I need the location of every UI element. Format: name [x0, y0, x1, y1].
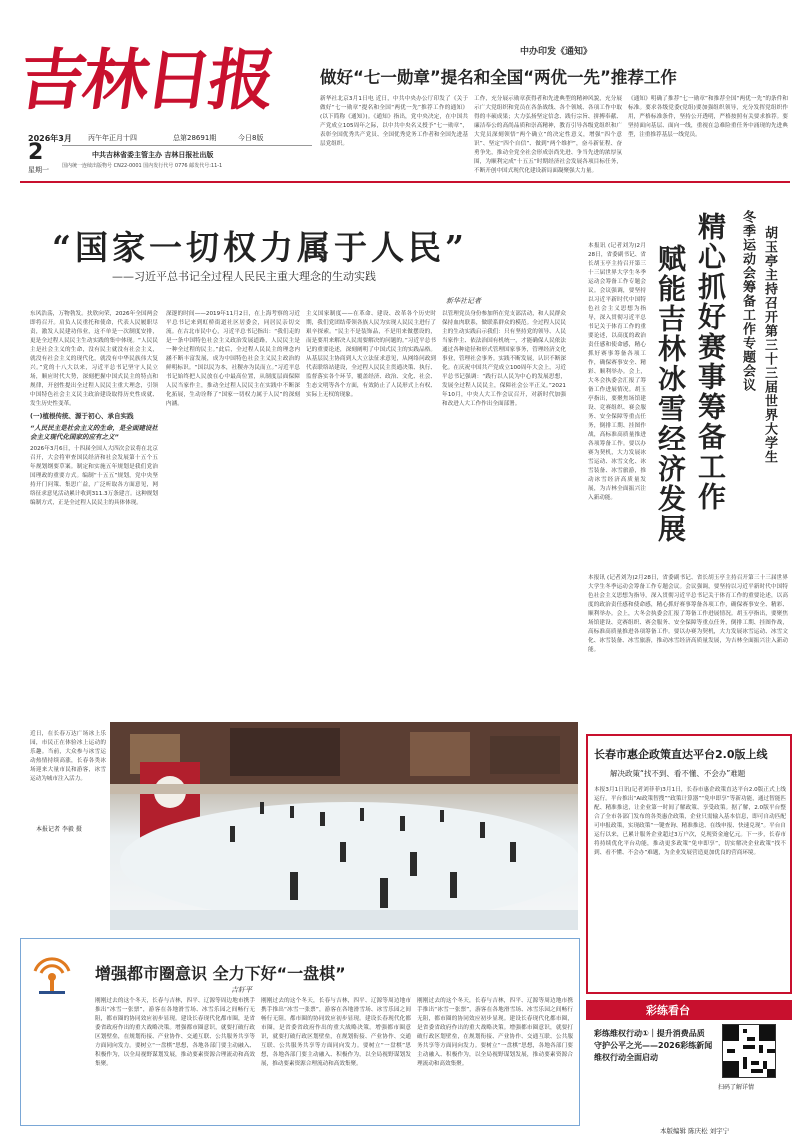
lead-byline: 新华社记者 [446, 297, 481, 305]
topnews-kicker: 中办印发《通知》 [520, 47, 593, 57]
policy-headline: 长春市惠企政策直达平台2.0版上线 [594, 748, 768, 761]
sidebar-body-cont: 本报讯 (记者刘为)2月28日，省委副书记、省长胡玉亭主持召开第三十三届世界大学生冬季运动会筹备工作专题会议。会议强调，要坚持以习近平新时代中国特色社会主义思想为指导，深入贯彻习近平总书记关于体育工作的重要论述，以高度的政治责任感和使命感，精心抓好赛事筹备各项工作，确保赛事安全、精彩、顺利举办。会上，大冬会执委会汇报了筹备工作进展情况。胡玉亭指出，要聚焦场馆建设、竞赛组织、赛会服务、安全保障等重点任务，倒排工期、挂图作战，高标准高质量推进各项筹备工作。要以办赛为契机，大力发展冰雪运动、冰雪文化、冰雪装备、冰雪旅游，推动冰雪经济高质量发展，为吉林全面振兴注入新动能。 [588, 575, 788, 653]
bottom-body-col1: 刚刚过去的这个冬天，长春与吉林，四平、辽源等周边地市携手推出“冰雪一张票”，游客在各地滑雪场、冰雪乐园之间畅行无阻，都市圈的协同效应初步显现。建设长春现代化都市圈，是省委省政府作出的重大战略决策。增强都市圈意识，就要打破行政区划壁垒，在规划衔接、产业协作、交通互联、公共服务共享等方面同向发力。要树立“一盘棋”思想，各地各部门要主动融入、积极作为，以全局视野谋划发展，推动要素资源合理流动和高效集聚。 [95, 998, 255, 1067]
bottom-section [20, 938, 580, 1126]
promo-header-label: 彩练看台 [646, 1004, 690, 1017]
masthead-weekday: 星期一 [28, 166, 49, 174]
masthead-pages: 今日8版 [238, 134, 264, 142]
masthead-issue: 总第28691期 [173, 134, 217, 142]
qr-label: 扫码了解详情 [718, 1084, 755, 1091]
bottom-body-col2: 刚刚过去的这个冬天，长春与吉林，四平、辽源等周边地市携手推出“冰雪一张票”，游客在各地滑雪场、冰雪乐园之间畅行无阻，都市圈的协同效应初步显现。建设长春现代化都市圈，是省委省政府作出的重大战略决策。增强都市圈意识，就要打破行政区划壁垒，在规划衔接、产业协作、交通互联、公共服务共享等方面同向发力。要树立“一盘棋”思想，各地各部门要主动融入、积极作为，以全局视野谋划发展，推动要素资源合理流动和高效集聚。 [261, 998, 411, 1067]
sidebar-headline-2: 赋能吉林冰雪经济发展 [654, 244, 687, 544]
qr-code[interactable] [722, 1024, 776, 1078]
sidebar-headline-1: 精心抓好赛事筹备工作 [694, 212, 727, 512]
policy-subhead: 解决政策“找不到、看不懂、不会办”难题 [610, 769, 746, 778]
sidebar-body: 本报讯 (记者刘为)2月28日，省委副书记、省长胡玉亭主持召开第三十三届世界大学生冬季运动会筹备工作专题会议。会议强调，要坚持以习近平新时代中国特色社会主义思想为指导，深入贯彻习近平总书记关于体育工作的重要论述，以高度的政治责任感和使命感，精心抓好赛事筹备各项工作，确保赛事安全、精彩、顺利举办。会上，大冬会执委会汇报了筹备工作进展情况。胡玉亭指出，要聚焦场馆建设、竞赛组织、赛会服务、安全保障等重点任务，倒排工期、挂图作战，高标准高质量推进各项筹备工作。要以办赛为契机，大力发展冰雪运动、冰雪文化、冰雪装备、冰雪旅游，推动冰雪经济高质量发展，为吉林全面振兴注入新动能。 [588, 243, 646, 501]
policy-body: 本报3月1日讯(记者刘菲菲)3月1日，长春市惠企政策直达平台2.0版正式上线运行。平台推出“AI政策智搜”“政策计算器”“免申即享”等新功能，通过智能匹配、精准推送，让企业第一时间了解政策、享受政策。据了解，2.0版平台整合了全市各部门发布的各类惠企政策，企业只需输入基本信息，即可自动匹配可申报政策，实现政策“一键查询、精准推送、在线申报、快速兑现”。平台自运行以来，已累计服务企业超过3万户次，兑现资金逾亿元。下一步，长春市将持续优化平台功能，推动更多政策“免申即享”，切实解决企业政策“找不到、看不懂、不会办”难题，为企业发展营造更加优良的营商环境。 [594, 787, 786, 856]
masthead-codes: 国内统一连续出版物号 CN22-0001 国内发行代号 0776 邮发代号:11-1 [62, 163, 223, 169]
masthead-day: 2 [28, 140, 44, 165]
masthead-lunar: 丙午年正月十四 [88, 134, 137, 142]
lead-col3: 主义国家制度——在革命、建设、改革各个历史时期，我们党团结带领各族人民为实现人民民主进行了艰辛探索。“民主不是装饰品，不是用来做摆设的，而是要用来解决人民需要解决的问题的。”习近平总书记的重要论述，深刻阐明了中国式民主的实践品格。从基层民主协商到人大立法征求意见，从网络问政到代表联络站建设，全过程人民民主贯通决策、执行、监督落实各个环节，覆盖经济、政治、文化、社会、生态文明等各个方面，有效防止了人民形式上有权、实际上无权的现象。 [306, 311, 436, 398]
footer-editors: 本版编辑 陈庆松 刘宇宁 [660, 1127, 730, 1135]
bottom-body-col3: 刚刚过去的这个冬天，长春与吉林，四平、辽源等周边地市携手推出“冰雪一张票”，游客在各地滑雪场、冰雪乐园之间畅行无阻，都市圈的协同效应初步显现。建设长春现代化都市圈，是省委省政府作出的重大战略决策。增强都市圈意识，就要打破行政区划壁垒，在规划衔接、产业协作、交通互联、公共服务共享等方面同向发力。要树立“一盘棋”思想，各地各部门要主动融入、积极作为，以全局视野谋划发展，推动要素资源合理流动和高效集聚。 [417, 998, 573, 1067]
lead-col1 [30, 310, 158, 720]
lead-col1b-text: 2026年3月6日，十四届全国人大四次会议将在北京召开，大会将审查国民经济和社会发展第十五个五年规划纲要草案。制定和实施五年规划是我们党治国理政的重要方式。编制“十五五”规划，党中央坚持开门问策、集思广益，广泛听取各方面意见，网络征求意见活动累计收到311.3万条建言。这种规划编制方式，正是全过程人民民主的具体体现。 [30, 446, 158, 506]
broadcast-icon [29, 951, 75, 997]
lead-col4: 以管理党员身份参加所在党支部活动，和人民群众保持血肉联系，做联系群众的模范。全过程人民民主的生动实践启示我们：只有坚持党的领导、人民当家作主、依法治国有机统一，才能确保人民依法通过各种途径和形式管理国家事务，管理经济文化事业，管理社会事务。实践不断发展，认识不断深化。在庆祝中国共产党成立100周年大会上，习近平总书记强调：“践行以人民为中心的发展思想，发展全过程人民民主，保障社会公平正义。”2021年10月，中央人大工作会议召开，对新时代加强和改进人大工作作出全面部署。 [442, 311, 566, 407]
promo-line[interactable]: 彩练维权行动①｜提升消费品质 守护公平之光——2026彩练新闻维权行动全面启动 [594, 1029, 713, 1062]
masthead-sponsor: 中共吉林省委主管主办 吉林日报社出版 [92, 151, 214, 159]
sidebar-deck-col2: 冬季运动会筹备工作专题会议 [740, 210, 755, 392]
masthead-date: 2026年3月 [28, 134, 72, 143]
promo-header [586, 1000, 792, 1020]
topnews-headline: 做好“七一勋章”提名和全国“两优一先”推荐工作 [320, 68, 677, 87]
sidebar-deck-col1: 胡玉亭主持召开第三十三届世界大学生 [762, 226, 777, 464]
topnews-body-col2: 工作，充分展示勋章获得者和先进典型的精神风貌，充分展示广大党组织和党员在各条战线、各个领域、各项工作中取得的丰硕成果；大力弘扬坚定信念、践行宗旨、拼搏奉献、廉洁奉公的高尚品质和崇高精神，教育引导各级党组织和广大党员深刻领悟“两个确立”的决定性意义，增强“四个意识”、坚定“四个自信”、做到“两个维护”，奋斗新征程、奋勇争先，推动全党全社会形成崇尚先进、争当先进的浓厚氛围，为顺利完成“十五五”时期经济社会发展各项目标任务，不断开创中国式现代化建设新局面凝聚强大力量。 [474, 96, 622, 174]
policy-box [586, 734, 792, 994]
masthead-logo: 吉林日报 [14, 41, 278, 119]
lead-col2: 深邃的时间——2019年11月2日，在上海考察的习近平总书记来到虹桥街道社区居委会，同居民亲切交流。在古北市民中心，习近平总书记指出：“我们走的是一条中国特色社会主义政治发展道路，人民民主是一种全过程的民主。”此后，全过程人民民主的理念内涵不断丰富发展，成为中国特色社会主义民主政治的鲜明标识。“国以民为本，社稷亦为民而立。”习近平总书记始终把人民放在心中最高位置，从制度层面保障人民当家作主，推动全过程人民民主在实践中不断深化拓展，生动诠释了“国家一切权力属于人民”的深刻内涵。 [166, 311, 300, 407]
lead-col1-subhead: (一)植根传统、源于初心、承自实践 [30, 412, 134, 420]
bottom-author: 吉轩平 [231, 986, 252, 994]
photo-caption: 近日，在长春万达广场冰上乐园，市民正在体验冰上运动的乐趣。当前，大众参与冰雪运动热情持续高涨，长春各类冰场迎来大量市民和游客，冰雪运动为城市注入活力。 [30, 731, 106, 782]
topnews-body-col3: 《通知》明确了推荐“七一勋章”和推荐全国“两优一先”的条件和标准。要求各级党委(党组)要加强组织领导，充分发挥党组织作用，严格标准条件，坚持公开透明，严格按照有关要求推荐。要坚持面向基层、面向一线，重视在急难险重任务中涌现的先进典型，注重推荐基层一线党员。 [628, 96, 788, 138]
masthead-divider [62, 145, 312, 146]
lead-subhead: ——习近平总书记全过程人民民主重大理念的生动实践 [112, 270, 376, 283]
ice-rink-illustration [110, 722, 578, 930]
lead-headline: “国家一切权力属于人民” [52, 228, 468, 267]
header-rule [20, 181, 790, 183]
photo-credit: 本报记者 李毅 摄 [36, 826, 82, 833]
ice-rink-photo [110, 722, 578, 930]
lead-col1-quote: “人民民主是社会主义的生命，是全面建设社会主义现代化国家的应有之义” [30, 424, 158, 441]
bottom-headline: 增强都市圈意识 全力下好“一盘棋” [95, 964, 346, 983]
topnews-body-col1: 新华社北京3月1日电 近日，中共中央办公厅印发了《关于做好“七一勋章”提名和全国“两优一先”推荐工作的通知》(以下简称《通知》)。《通知》指出，党中央决定，在中国共产党成立105周年之际，以中共中央名义授予“七一勋章”，表彰全国优秀共产党员、全国优秀党务工作者和全国先进基层党组织。 [320, 96, 468, 147]
lead-col1-text: 东风浩荡，万物勃发。扶欣向荣，2026年全国两会即将召开。肩负人民重托和使命，代表人民履职尽责，激发人民建功伟业，这不单是一次制度安排，更是全过程人民民主生动实践的集中体现。“人民民主是社会主义的生命，没有民主就没有社会主义，就没有社会主义的现代化，就没有中华民族伟大复兴。”党的十八大以来，习近平总书记坚守人民立场，顺应时代大势，深刻把握中国式民主的特点和规律，开创性提出全过程人民民主重大理念，引领中国特色社会主义民主政治建设取得历史性成就、发生历史性变革。 [30, 311, 158, 407]
